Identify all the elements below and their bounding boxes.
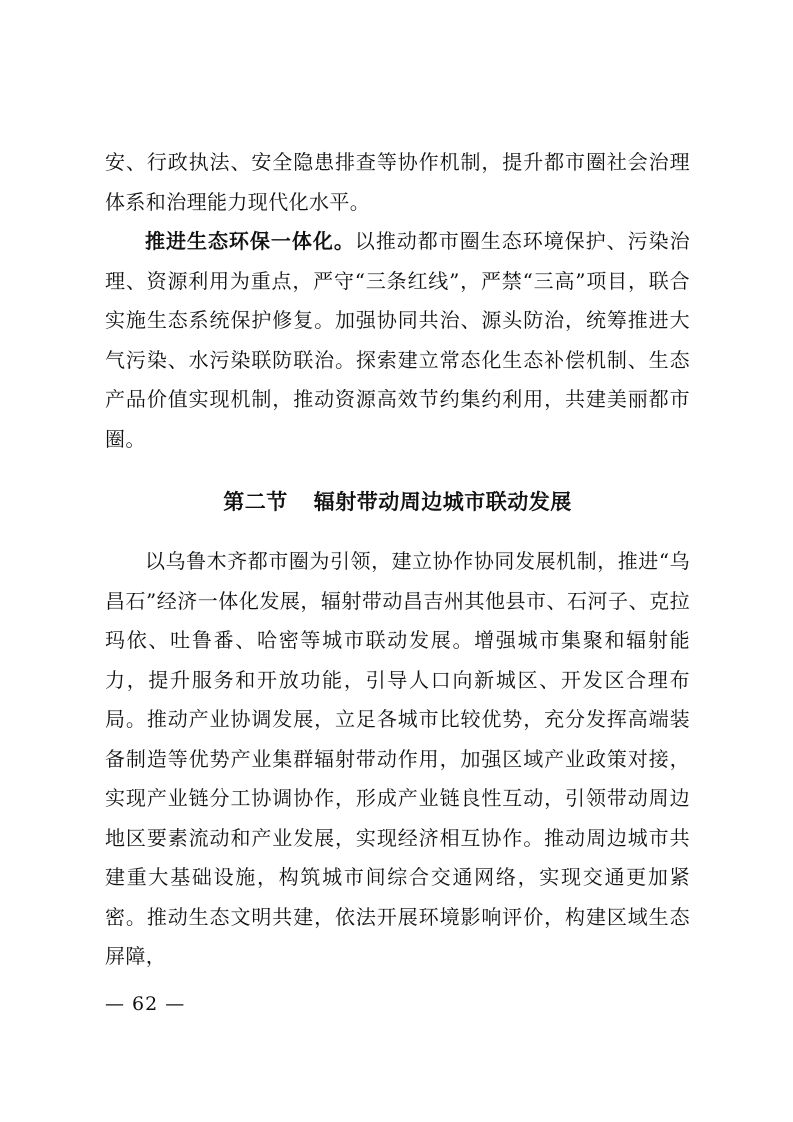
- paragraph-eco-integration: [105, 222, 690, 459]
- section-title-text: 辐射带动周边城市联动发展: [313, 489, 572, 514]
- paragraph-continuation: 安、行政执法、安全隐患排查等协作机制，提升都市圈社会治理体系和治理能力现代化水平。: [105, 150, 690, 214]
- section-number: 第二节: [223, 489, 288, 514]
- page-content: [105, 143, 690, 977]
- section-heading: [105, 482, 690, 522]
- paragraph-lead-heading: 推进生态环保一体化。: [145, 229, 355, 253]
- page-number: — 62 —: [105, 993, 186, 1015]
- paragraph-body: 以推动都市圈生态环境保护、污染治理、资源利用为重点，严守“三条红线”，严禁“三高”项目，联合实施生态系统保护修复。加强协同共治、源头防治，统筹推进大气污染、水污染联防联治。探索建立常态化生态补偿机制、生态产品价值实现机制，推动资源高效节约集约利用，共建美丽都市圈。: [105, 229, 690, 451]
- paragraph-radiation: 以乌鲁木齐都市圈为引领，建立协作协同发展机制，推进“乌昌石”经济一体化发展，辐射带动昌吉州其他县市、石河子、克拉玛依、吐鲁番、哈密等城市联动发展。增强城市集聚和辐射能力，提升服务和开放功能，引导人口向新城区、开发区合理布局。推动产业协调发展，立足各城市比较优势，充分发挥高端装备制造等优势产业集群辐射带动作用，加强区域产业政策对接，实现产业链分工协调协作，形成产业链良性互动，引领带动周边地区要素流动和产业发展，实现经济相互协作。推动周边城市共建重大基础设施，构筑城市间综合交通网络，实现交通更加紧密。推动生态文明共建，依法开展环境影响评价，构建区域生态屏障，: [105, 549, 690, 968]
